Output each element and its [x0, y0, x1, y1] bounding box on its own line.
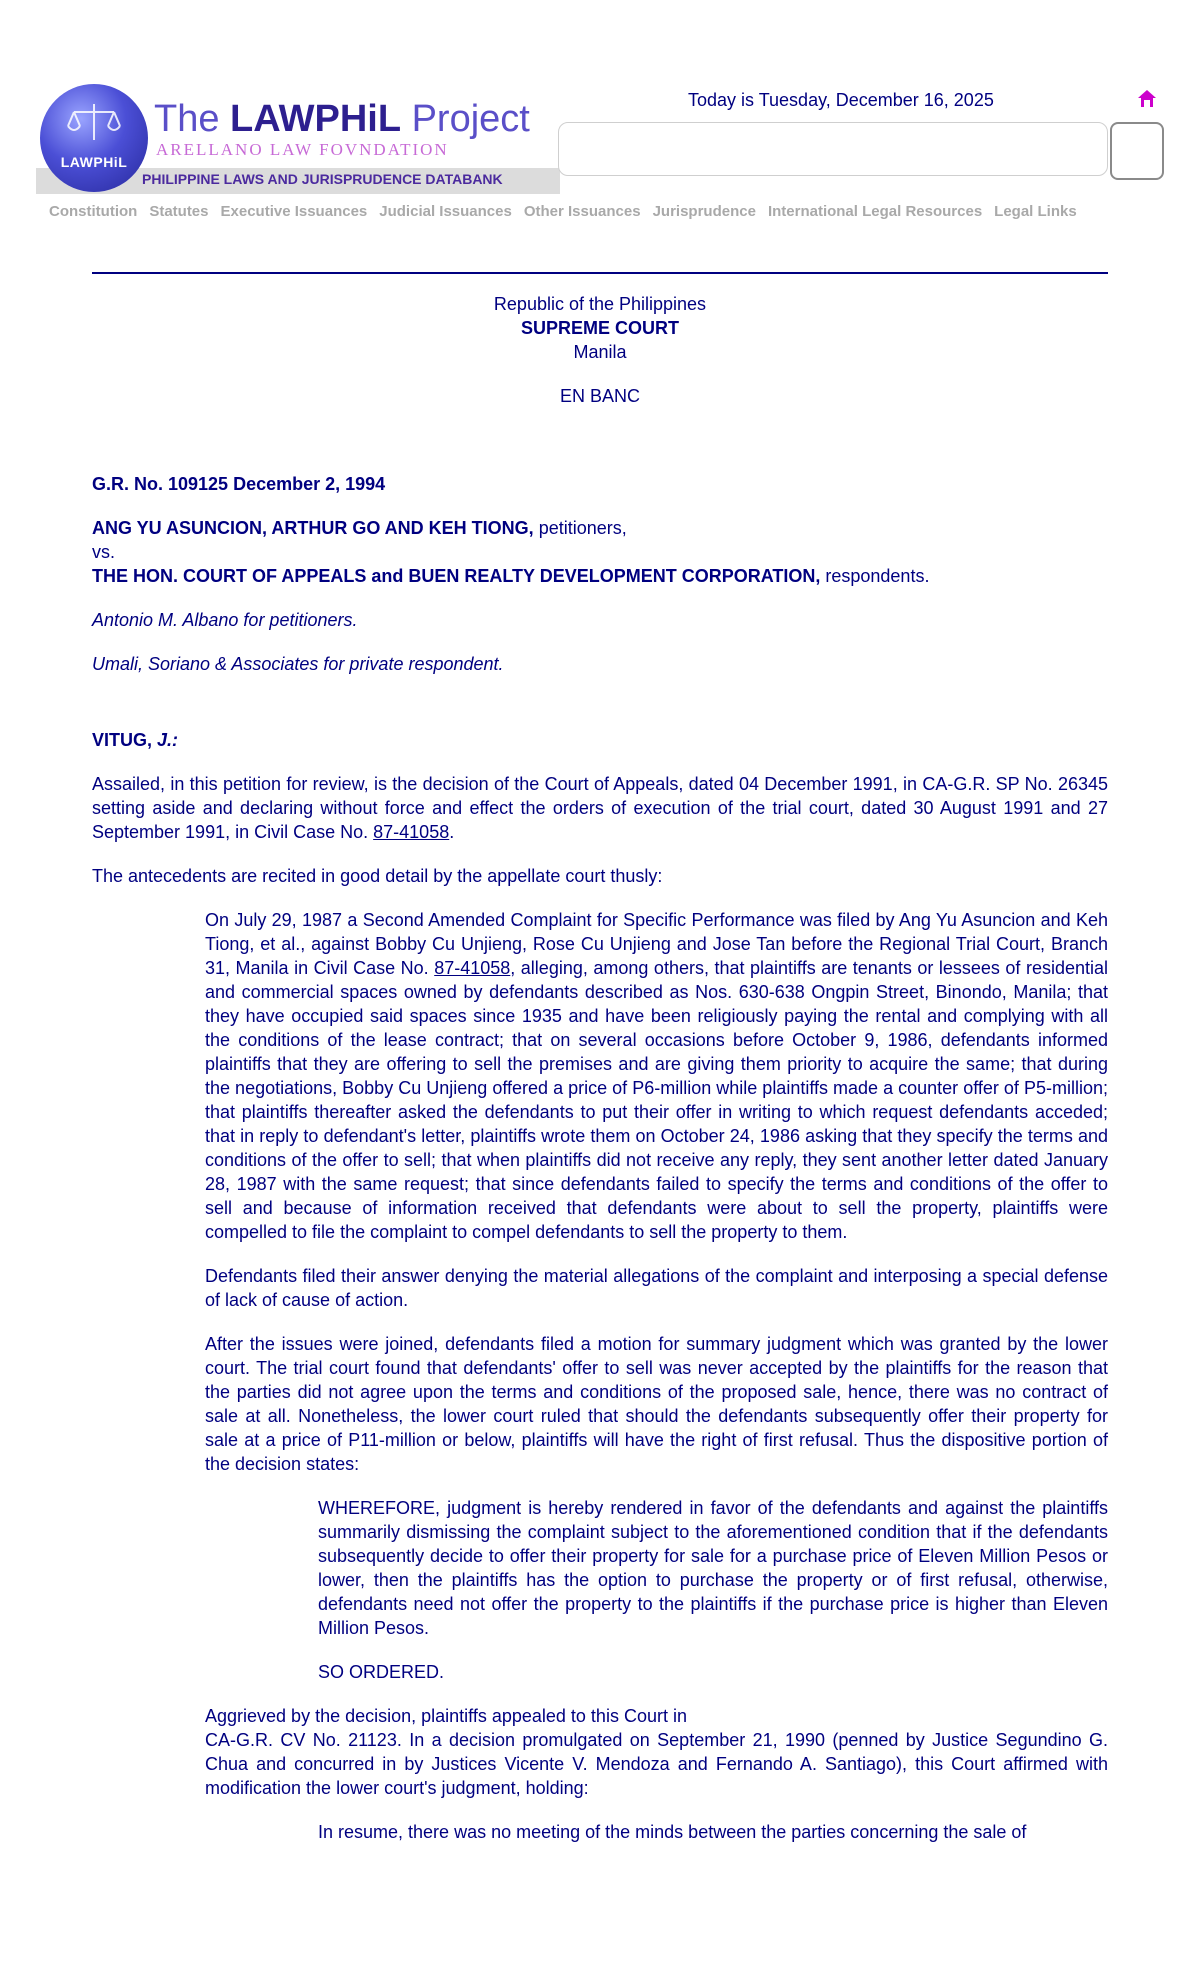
scales-icon [40, 84, 148, 192]
paragraph-1-end: . [449, 822, 455, 842]
counsel-respondent: Umali, Soriano & Associates for private respondent. [92, 654, 504, 674]
petitioners-label: petitioners, [533, 518, 627, 538]
quote-4-line1: Aggrieved by the decision, plaintiffs appealed to this Court in [205, 1706, 687, 1726]
nav-statutes[interactable]: Statutes [149, 203, 209, 220]
ponente-title: J.: [157, 730, 179, 750]
search-input[interactable] [558, 122, 1108, 176]
decision-document [92, 292, 1108, 1864]
petitioners-names: ANG YU ASUNCION, ARTHUR GO AND KEH TIONG, [92, 518, 534, 538]
civil-case-link[interactable]: 87-41058 [373, 822, 450, 842]
logo-circle-text: LAWPHiL [60, 154, 128, 170]
quote-1-text: On July 29, 1987 a Second Amended Complaint for Specific Performance was filed by Ang Yu Asuncion and Keh Tiong, et al., against Bobby Cu Unjieng, Rose Cu Unjieng and Jose Tan before the Regional Trial Court, Branch 31, Manila in Civil Case No. [205, 910, 1108, 978]
ponente-name: VITUG, [92, 730, 158, 750]
nav-constitution[interactable]: Constitution [49, 203, 138, 220]
main-nav [49, 203, 1077, 220]
respondents-label: respondents. [820, 566, 930, 586]
search-button[interactable] [1110, 122, 1164, 180]
case-number: G.R. No. 109125 December 2, 1994 [92, 474, 386, 494]
nested-quote-3: In resume, there was no meeting of the minds between the parties concerning the sale of [318, 1822, 1027, 1842]
quote-paragraph-1 [205, 908, 1108, 1244]
division: EN BANC [559, 386, 640, 406]
quote-4-rest: CA-G.R. CV No. 21123. In a decision promulgated on September 21, 1990 (penned by Justice Segundino G. Chua and concurred in by Justices Vicente V. Mendoza and Fernando A. Santiago), this Court affirmed with modification the lower court's judgment, holding: [205, 1730, 1108, 1798]
paragraph-1-text: Assailed, in this petition for review, is the decision of the Court of Appeals, dated 04 December 1991, in CA-G.R. SP No. 26345 setting aside and declaring without force and effect the orders of execution of the trial court, dated 30 August 1991 and 27 September 1991, in Civil Case No. [92, 774, 1108, 842]
quote-1-rest: , alleging, among others, that plaintiffs are tenants or lessees of residential and commercial spaces owned by defendants described as Nos. 630-638 Ongpin Street, Binondo, Manila; that they have occupied said spaces since 1935 and have been religiously paying the rental and complying with all the conditions of the lease contract; that on several occasions before October 9, 1986, defendants informed plaintiffs that they are offering to sell the premises and are giving them priority to acquire the same; that during the negotiations, Bobby Cu Unjieng offered a price of P6-million while plaintiffs made a counter offer of P5-million; that plaintiffs thereafter asked the defendants to put their offer in writing to which request defendants acceded; that in reply to defendant's letter, plaintiffs wrote them on October 24, 1986 asking that they specify the terms and conditions of the offer to sell; that when plaintiffs did not receive any reply, they sent another letter dated January 28, 1987 with the same request; that since defendants failed to specify the terms and conditions of the offer to sell and because of information received that defendants were about to sell the property, plaintiffs were compelled to file the complaint to compel defendants to sell the property to them. [205, 958, 1108, 1242]
court-name: SUPREME COURT [520, 318, 679, 338]
logo-title [154, 98, 530, 141]
logo-tagline: PHILIPPINE LAWS AND JURISPRUDENCE DATABANK [142, 171, 503, 187]
logo-title-prefix: The [154, 98, 231, 140]
header-divider [92, 272, 1108, 274]
nav-international-legal-resources[interactable]: International Legal Resources [767, 203, 983, 220]
case-parties [92, 516, 1108, 588]
versus: vs. [92, 542, 116, 562]
court-country: Republic of the Philippines [493, 294, 707, 314]
site-header [0, 0, 1200, 240]
home-icon[interactable] [1136, 88, 1158, 110]
paragraph-2: The antecedents are recited in good detail by the appellate court thusly: [92, 866, 663, 886]
quote-paragraph-2: Defendants filed their answer denying the material allegations of the complaint and interposing a special defense of lack of cause of action. [205, 1266, 1108, 1310]
nav-judicial-issuances[interactable]: Judicial Issuances [379, 203, 512, 220]
logo-subtitle: ARELLANO LAW FOVNDATION [156, 140, 449, 159]
logo-title-main: LAWPHiL [230, 98, 402, 140]
lawphil-logo[interactable] [36, 80, 560, 196]
nested-quote-1: WHEREFORE, judgment is hereby rendered in favor of the defendants and against the plaintiffs summarily dismissing the complaint subject to the aforementioned condition that if the defendants subsequently decide to offer their property for sale for a purchase price of Eleven Million Pesos or lower, then the plaintiffs has the option to purchase the property or of first refusal, otherwise, defendants need not offer the property to the plaintiffs if the purchase price is higher than Eleven Million Pesos. [318, 1498, 1108, 1638]
nav-jurisprudence[interactable]: Jurisprudence [652, 203, 756, 220]
respondents-names: THE HON. COURT OF APPEALS and BUEN REALTY DEVELOPMENT CORPORATION, [92, 566, 821, 586]
logo-title-suffix: Project [401, 98, 530, 140]
paragraph-1 [92, 772, 1108, 844]
today-date: Today is Tuesday, December 16, 2025 [688, 90, 994, 110]
civil-case-link-2[interactable]: 87-41058 [434, 958, 511, 978]
court-heading [92, 292, 1108, 364]
quote-paragraph-4 [205, 1704, 1108, 1800]
nav-other-issuances[interactable]: Other Issuances [523, 203, 641, 220]
nav-legal-links[interactable]: Legal Links [994, 203, 1077, 220]
nav-executive-issuances[interactable]: Executive Issuances [220, 203, 368, 220]
ponente [92, 728, 1108, 752]
scales-of-justice-icon [40, 84, 148, 192]
court-city: Manila [573, 342, 627, 362]
quote-paragraph-3: After the issues were joined, defendants filed a motion for summary judgment which was granted by the lower court. The trial court found that defendants' offer to sell was never accepted by the plaintiffs for the reason that the parties did not agree upon the terms and conditions of the proposed sale, hence, there was no contract of sale at all. Nonetheless, the lower court ruled that should the defendants subsequently offer their property for sale at a price of P11-million or below, plaintiffs will have the right of first refusal. Thus the dispositive portion of the decision states: [205, 1334, 1108, 1474]
counsel-petitioners: Antonio M. Albano for petitioners. [92, 610, 358, 630]
nested-quote-2: SO ORDERED. [318, 1662, 445, 1682]
